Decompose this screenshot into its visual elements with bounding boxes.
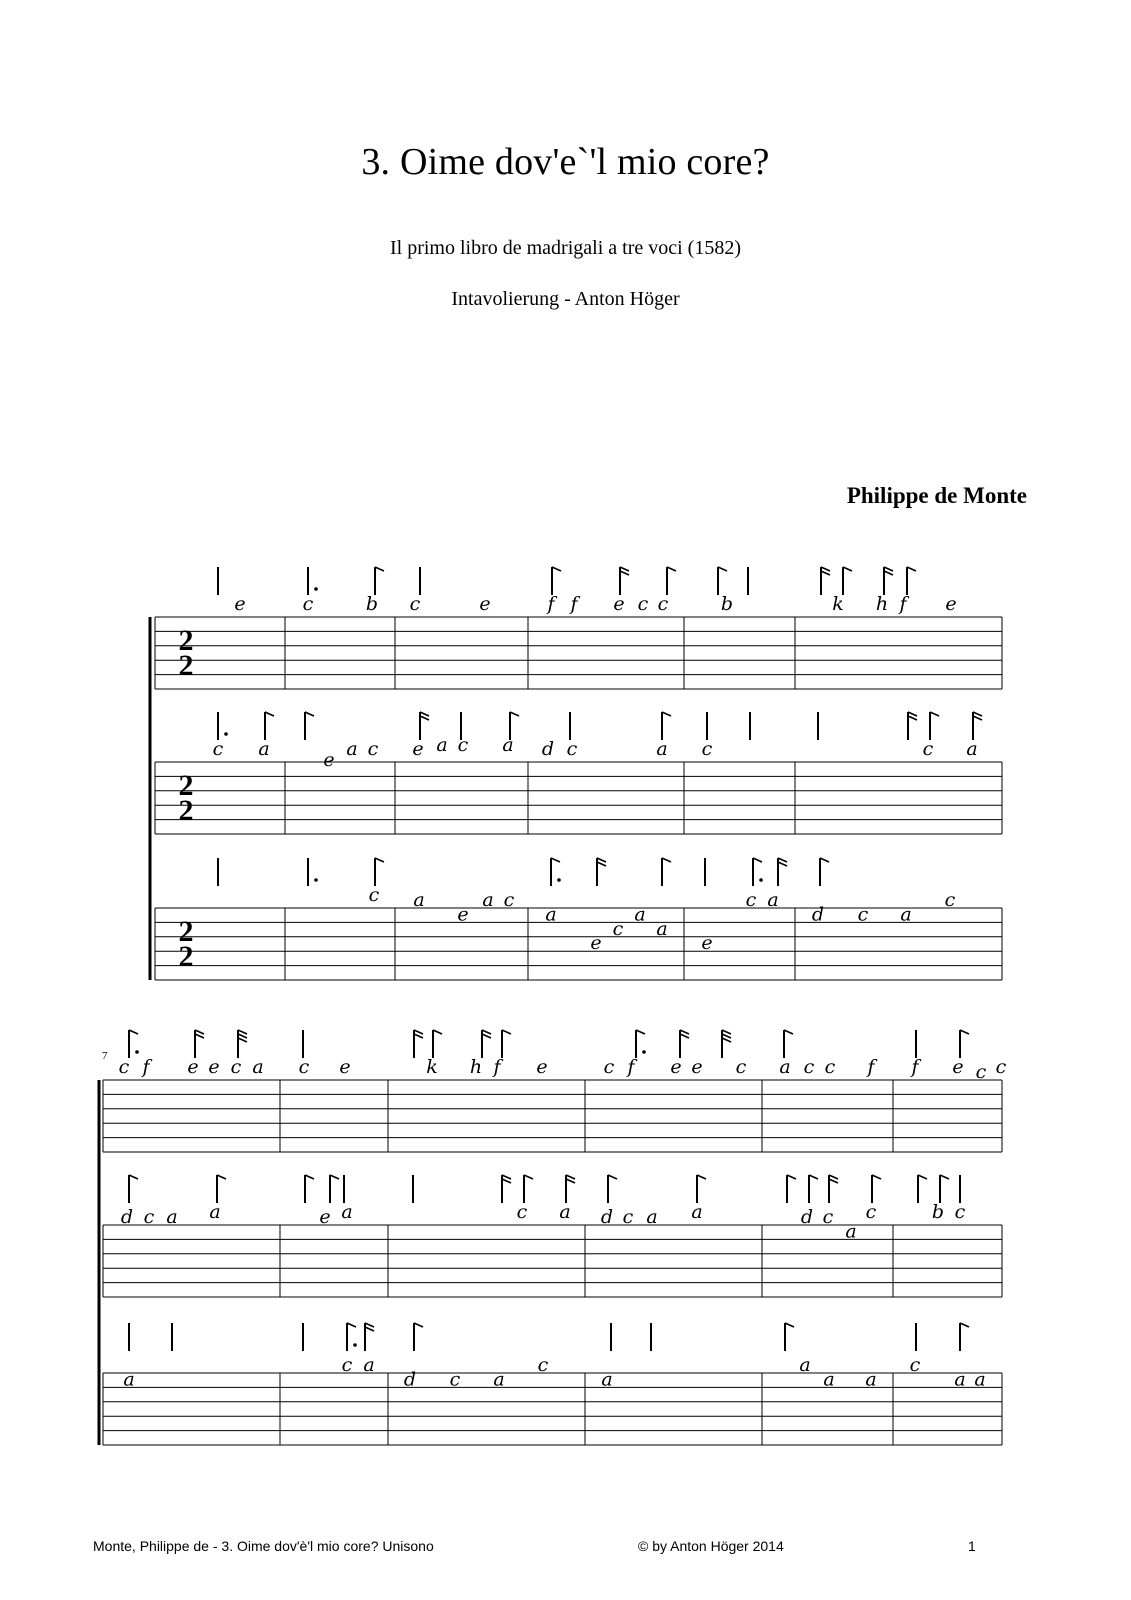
rhythm-flag (680, 1034, 689, 1038)
footer-page-number: 1 (968, 1538, 976, 1554)
rhythm-dot (759, 878, 763, 882)
rhythm-dot (557, 878, 561, 882)
tab-letter: a (601, 1368, 613, 1391)
rhythm-flag (821, 571, 830, 575)
rhythm-flag (551, 858, 560, 862)
rhythm-flag (552, 567, 561, 571)
tab-letter: e (234, 593, 246, 615)
rhythm-flag (872, 1175, 881, 1179)
tab-letter: c (457, 734, 469, 756)
time-signature-bottom: 2 (178, 794, 194, 827)
rhythm-flag (829, 1175, 838, 1179)
rhythm-flag (960, 1030, 969, 1034)
tab-letter: e (952, 1056, 964, 1078)
rhythm-flag (918, 1175, 927, 1179)
measure-number: 7 (102, 1050, 108, 1062)
rhythm-dot (135, 1050, 139, 1054)
time-signature-bottom: 2 (178, 649, 194, 682)
tab-letter: b (720, 593, 734, 615)
rhythm-flag (305, 1175, 314, 1179)
rhythm-flag (620, 567, 629, 571)
tab-letter: e (323, 748, 335, 771)
arranger-credit: Intavolierung - Anton Höger (451, 288, 680, 310)
rhythm-flag (960, 1323, 969, 1327)
tab-letter: c (657, 593, 669, 615)
tab-letter: d (800, 1206, 814, 1228)
tab-letter: f (899, 593, 907, 615)
tab-letter: a (346, 738, 358, 760)
tab-letter: a (845, 1220, 857, 1243)
tab-letter: a (123, 1368, 135, 1391)
tab-letter: c (368, 884, 380, 906)
tab-letter: c (230, 1056, 242, 1078)
rhythm-flag (502, 1175, 511, 1179)
tab-letter: c (503, 889, 515, 911)
composer-name: Philippe de Monte (846, 483, 1027, 508)
tab-letter: a (779, 1056, 791, 1078)
tab-letter: a (341, 1201, 353, 1223)
tab-letter: a (482, 889, 494, 911)
rhythm-flag (722, 1034, 731, 1038)
rhythm-flag (330, 1175, 339, 1179)
rhythm-flag (217, 1175, 226, 1179)
tab-letter: e (339, 1056, 351, 1078)
tab-letter: e (319, 1206, 331, 1228)
time-signature-top: 2 (178, 624, 194, 657)
tab-letter: d (120, 1206, 134, 1228)
tab-letter: a (209, 1201, 221, 1223)
rhythm-flag (129, 1175, 138, 1179)
rhythm-flag (347, 1323, 356, 1327)
tab-letter: c (341, 1354, 353, 1376)
page-title: 3. Oime dov'e`'l mio core? (361, 141, 770, 183)
rhythm-flag (908, 716, 917, 720)
tab-letter: c (612, 917, 624, 940)
rhythm-flag (265, 712, 274, 716)
rhythm-flag (821, 567, 830, 571)
tab-letter: c (954, 1201, 966, 1223)
tab-letter: c (212, 738, 224, 760)
tab-letter: f (142, 1056, 150, 1078)
rhythm-flag (680, 1030, 689, 1034)
tab-letter: c (298, 1056, 310, 1078)
tab-letter: a (656, 917, 668, 940)
rhythm-flag (662, 712, 671, 716)
tab-letter: f (570, 593, 578, 615)
tab-letter: c (409, 593, 421, 615)
tab-letter: c (745, 889, 757, 911)
rhythm-flag (667, 567, 676, 571)
rhythm-flag (973, 712, 982, 716)
rhythm-flag (662, 858, 671, 862)
rhythm-flag (129, 1030, 138, 1034)
tab-letter: c (516, 1201, 528, 1223)
tab-letter: e (590, 932, 602, 955)
tab-letter: e (691, 1056, 703, 1078)
time-signature-bottom: 2 (178, 940, 194, 973)
tab-letter: k (426, 1056, 438, 1078)
tab-letter: e (187, 1056, 199, 1078)
rhythm-flag (829, 1179, 838, 1183)
tab-letter: e (613, 593, 625, 615)
rhythm-dot (314, 587, 318, 591)
tab-letter: c (975, 1061, 987, 1083)
rhythm-flag (414, 1030, 423, 1034)
tab-letter: a (646, 1206, 658, 1228)
rhythm-flag (195, 1034, 204, 1038)
rhythm-dot (353, 1343, 357, 1347)
tab-letter: c (449, 1368, 461, 1391)
rhythm-flag (722, 1038, 731, 1042)
tab-letter: c (909, 1354, 921, 1376)
rhythm-flag (375, 567, 384, 571)
rhythm-flag (420, 712, 429, 716)
rhythm-flag (636, 1030, 645, 1034)
tab-letter: a (823, 1368, 835, 1391)
tab-letter: a (656, 738, 668, 760)
tab-letter: c (637, 593, 649, 615)
rhythm-flag (820, 858, 829, 862)
subtitle: Il primo libro de madrigali a tre voci (1582) (389, 237, 741, 259)
rhythm-dot (642, 1050, 646, 1054)
tab-letter: k (832, 593, 844, 615)
tab-letter: c (824, 1056, 836, 1078)
tab-letter: d (403, 1368, 417, 1391)
tab-letter: c (865, 1201, 877, 1223)
rhythm-flag (510, 712, 519, 716)
tab-letter: f (627, 1056, 635, 1078)
footer-work-title: Monte, Philippe de - 3. Oime dov'è'l mio core? Unisono (93, 1538, 434, 1554)
tab-letter: f (493, 1056, 501, 1078)
rhythm-flag (697, 1175, 706, 1179)
tab-letter: a (502, 734, 514, 756)
rhythm-flag (785, 1323, 794, 1327)
tab-letter: a (559, 1201, 571, 1223)
tab-letter: c (537, 1354, 549, 1376)
rhythm-flag (930, 712, 939, 716)
rhythm-flag (305, 712, 314, 716)
footer-copyright: © by Anton Höger 2014 (638, 1538, 784, 1554)
tab-letter: a (545, 903, 557, 926)
tab-letter: a (166, 1206, 178, 1228)
rhythm-flag (502, 1179, 511, 1183)
tab-letter: d (600, 1206, 614, 1228)
rhythm-flag (608, 1175, 617, 1179)
tab-letter: c (857, 903, 869, 926)
tab-letter: e (208, 1056, 220, 1078)
tab-letter: a (413, 889, 425, 911)
rhythm-flag (784, 1030, 793, 1034)
tab-letter: c (143, 1206, 155, 1228)
tab-letter: e (701, 932, 713, 955)
rhythm-flag (566, 1179, 575, 1183)
rhythm-flag (365, 1323, 374, 1327)
tab-letter: c (603, 1056, 615, 1078)
tab-letter: d (541, 738, 555, 760)
tab-letter: a (634, 903, 646, 926)
rhythm-flag (524, 1175, 533, 1179)
time-signature-top: 2 (178, 769, 194, 802)
rhythm-flag (566, 1175, 575, 1179)
rhythm-flag (238, 1034, 247, 1038)
tab-letter: e (479, 593, 491, 615)
tab-letter: b (931, 1201, 945, 1223)
tab-letter: a (767, 889, 779, 911)
rhythm-flag (195, 1030, 204, 1034)
rhythm-flag (365, 1327, 374, 1331)
tab-letter: c (622, 1206, 634, 1228)
tab-letter: a (900, 903, 912, 926)
rhythm-flag (718, 567, 727, 571)
tab-letter: a (966, 738, 978, 760)
rhythm-flag (414, 1034, 423, 1038)
time-signature-top: 2 (178, 915, 194, 948)
rhythm-flag (238, 1038, 247, 1042)
tab-letter: h (875, 593, 889, 615)
rhythm-dot (314, 878, 318, 882)
rhythm-flag (597, 862, 606, 866)
rhythm-flag (238, 1030, 247, 1034)
tab-letter: c (922, 738, 934, 760)
tab-letter: c (822, 1206, 834, 1228)
tab-letter: c (302, 593, 314, 615)
rhythm-flag (420, 716, 429, 720)
rhythm-flag (778, 858, 787, 862)
tab-letter: h (469, 1056, 483, 1078)
rhythm-flag (433, 1030, 442, 1034)
tab-letter: e (670, 1056, 682, 1078)
tab-letter: c (944, 889, 956, 911)
tab-letter: c (995, 1056, 1007, 1078)
tab-letter: c (735, 1056, 747, 1078)
rhythm-flag (809, 1175, 818, 1179)
tab-letter: c (367, 738, 379, 760)
tab-letter: b (365, 593, 379, 615)
tab-letter: a (691, 1201, 703, 1223)
tab-letter: c (803, 1056, 815, 1078)
tab-letter: a (974, 1368, 986, 1391)
rhythm-flag (620, 571, 629, 575)
tab-letter: d (811, 903, 825, 926)
tab-letter: a (258, 738, 270, 760)
tab-letter: a (954, 1368, 966, 1391)
rhythm-flag (375, 858, 384, 862)
rhythm-flag (597, 858, 606, 862)
tab-letter: a (799, 1354, 811, 1376)
tab-letter: a (252, 1056, 264, 1078)
rhythm-flag (787, 1175, 796, 1179)
tab-letter: f (867, 1056, 875, 1078)
rhythm-flag (778, 862, 787, 866)
rhythm-flag (843, 567, 852, 571)
tab-letter: e (412, 738, 424, 760)
rhythm-flag (753, 858, 762, 862)
tab-letter: a (363, 1354, 375, 1376)
tab-letter: c (701, 738, 713, 760)
tab-letter: c (566, 738, 578, 760)
rhythm-flag (414, 1323, 423, 1327)
tab-letter: f (547, 593, 555, 615)
rhythm-flag (502, 1030, 511, 1034)
rhythm-flag (482, 1030, 491, 1034)
rhythm-flag (973, 716, 982, 720)
rhythm-flag (907, 567, 916, 571)
tab-letter: a (493, 1368, 505, 1391)
rhythm-flag (884, 571, 893, 575)
rhythm-flag (940, 1175, 949, 1179)
tab-letter: f (911, 1056, 919, 1078)
tab-letter: c (118, 1056, 130, 1078)
tab-letter: e (457, 903, 469, 926)
rhythm-flag (722, 1030, 731, 1034)
rhythm-flag (884, 567, 893, 571)
rhythm-flag (908, 712, 917, 716)
rhythm-flag (482, 1034, 491, 1038)
tab-letter: e (945, 593, 957, 615)
tab-letter: a (865, 1368, 877, 1391)
rhythm-dot (224, 732, 228, 736)
tab-letter: e (536, 1056, 548, 1078)
tab-letter: a (436, 734, 448, 756)
